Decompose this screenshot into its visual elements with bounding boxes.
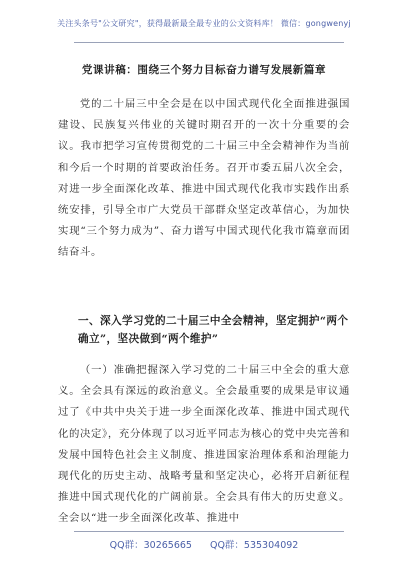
header-promo-note: 关注头条号"公文研究"，获得最新最全最专业的公文资料库！ 微信：gongwenyj: [57, 19, 351, 28]
footer-qq-group-2: QQ群：535304092: [209, 540, 299, 551]
footer-contacts: [0, 537, 408, 551]
header-divider: [74, 42, 344, 43]
section-heading-1: 一、深入学习党的二十届三中全会精神，坚定拥护“两个确立”，坚决做到“两个维护”: [78, 315, 349, 345]
footer-divider: [74, 531, 344, 532]
intro-paragraph: 党的二十届三中全会是在以中国式现代化全面推进强国建设、民族复兴伟业的关键时期召开的一次十分重要的会议。我市把学习宣传贯彻党的二十届三中全会精神作为当前和今后一个时期的首要政治任务。召开市委五届八次全会，对进一步全面深化改革、推进中国式现代化我市实践作出系统安排，引导全市广大党员干部群众坚定改革信心，为加快实现“三个努力成为”、奋力谱写中国式现代化我市篇章而团结奋斗。: [58, 98, 350, 259]
document-title: 党课讲稿：围绕三个努力目标奋力谱写发展新篇章: [81, 64, 327, 76]
footer-qq-group-1: QQ群：30265665: [109, 540, 192, 551]
section-1-paragraph: （一）准确把握深入学习党的二十届三中全会的重大意义。全会具有深远的政治意义。全会最重要的成果是审议通过了《中共中央关于进一步全面深化改革、推进中国式现代化的决定》，充分体现了以习近平同志为核心的党中央完善和发展中国特色社会主义制度、推进国家治理体系和治理能力现代化的历史主动、战略考量和坚定决心，必将开启新征程推进中国式现代化的广阔前景。全会具有伟大的历史意义。全会以“进一步全面深化改革、推进中: [58, 364, 350, 525]
